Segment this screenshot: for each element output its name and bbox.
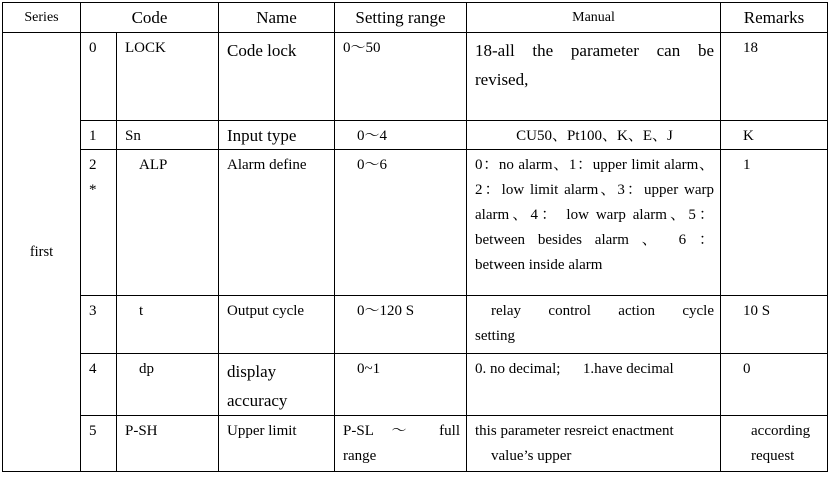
table-row: [3, 416, 828, 472]
row-manual: [467, 296, 720, 349]
remarks-line: request: [751, 448, 795, 464]
row-index: 5: [89, 423, 97, 439]
header-setting-range: Setting range: [335, 3, 467, 33]
row-remarks: 1: [743, 157, 751, 173]
header-series: Series: [3, 3, 81, 33]
header-code: Code: [81, 3, 219, 33]
row-remarks: 18: [743, 40, 759, 56]
row-range: 0～4: [357, 128, 388, 144]
name-line: display: [227, 362, 277, 381]
header-manual: Manual: [467, 3, 721, 33]
row-range: 0～50: [343, 40, 381, 56]
series-cell: first: [3, 33, 81, 472]
row-range: [335, 416, 466, 469]
row-range: 0～120 S: [357, 303, 415, 319]
row-manual: CU50、Pt100、K、E、J: [516, 128, 673, 144]
manual-line: alarm、4： low warp alarm、5：: [475, 207, 715, 223]
row-name: Upper limit: [227, 423, 297, 439]
manual-line: relay control action cycle: [491, 303, 715, 319]
manual-line: value’s upper: [491, 448, 572, 464]
manual-line: this parameter resreict enactment: [475, 423, 674, 439]
row-name: Input type: [227, 126, 297, 145]
row-index: 1: [89, 128, 97, 144]
table-row: [3, 150, 828, 296]
manual-line: revised,: [475, 70, 529, 89]
row-code: dp: [139, 361, 154, 377]
header-name: Name: [219, 3, 335, 33]
row-range: 0~1: [357, 361, 381, 377]
row-remarks: 10 S: [743, 303, 771, 319]
table-row: [3, 33, 828, 121]
row-index: 3: [89, 303, 97, 319]
range-line: P-SL ～ full: [343, 423, 461, 439]
row-code: t: [139, 303, 144, 319]
row-index-number: 2: [89, 157, 97, 173]
row-index: 4: [89, 361, 97, 377]
row-code: ALP: [139, 157, 168, 173]
row-remarks: 0: [743, 361, 751, 377]
manual-line: 18-all the parameter can be: [475, 41, 715, 60]
name-line: accuracy: [227, 391, 288, 410]
remarks-line: according: [751, 423, 811, 439]
table-row: [3, 121, 828, 150]
row-manual: [467, 150, 720, 278]
manual-line: 0：no alarm、1：upper limit alarm、: [475, 157, 715, 173]
manual-line: between besides alarm 、 6 ：: [475, 232, 715, 248]
row-index: [81, 150, 116, 203]
parameter-table: [2, 2, 828, 472]
row-index: 0: [89, 40, 97, 56]
row-index-mark: *: [89, 182, 97, 198]
row-remarks: [721, 416, 827, 469]
row-code: Sn: [125, 128, 141, 144]
row-manual: [467, 33, 720, 94]
row-name: Code lock: [227, 41, 297, 60]
manual-line: between inside alarm: [475, 257, 603, 273]
row-name: Output cycle: [227, 303, 305, 319]
manual-line: 2：low limit alarm、3：upper warp: [475, 182, 715, 198]
row-manual: [467, 416, 720, 469]
row-range: 0～6: [357, 157, 388, 173]
row-name: [219, 354, 334, 415]
manual-line: setting: [475, 328, 516, 344]
range-line: range: [343, 448, 377, 464]
row-code: LOCK: [125, 40, 166, 56]
row-manual: 0. no decimal; 1.have decimal: [475, 361, 674, 377]
header-row: [3, 3, 828, 33]
row-remarks: K: [743, 128, 754, 144]
table-row: [3, 296, 828, 354]
table-row: [3, 354, 828, 416]
header-remarks: Remarks: [721, 3, 828, 33]
row-name: Alarm define: [227, 157, 307, 173]
row-code: P-SH: [125, 423, 158, 439]
